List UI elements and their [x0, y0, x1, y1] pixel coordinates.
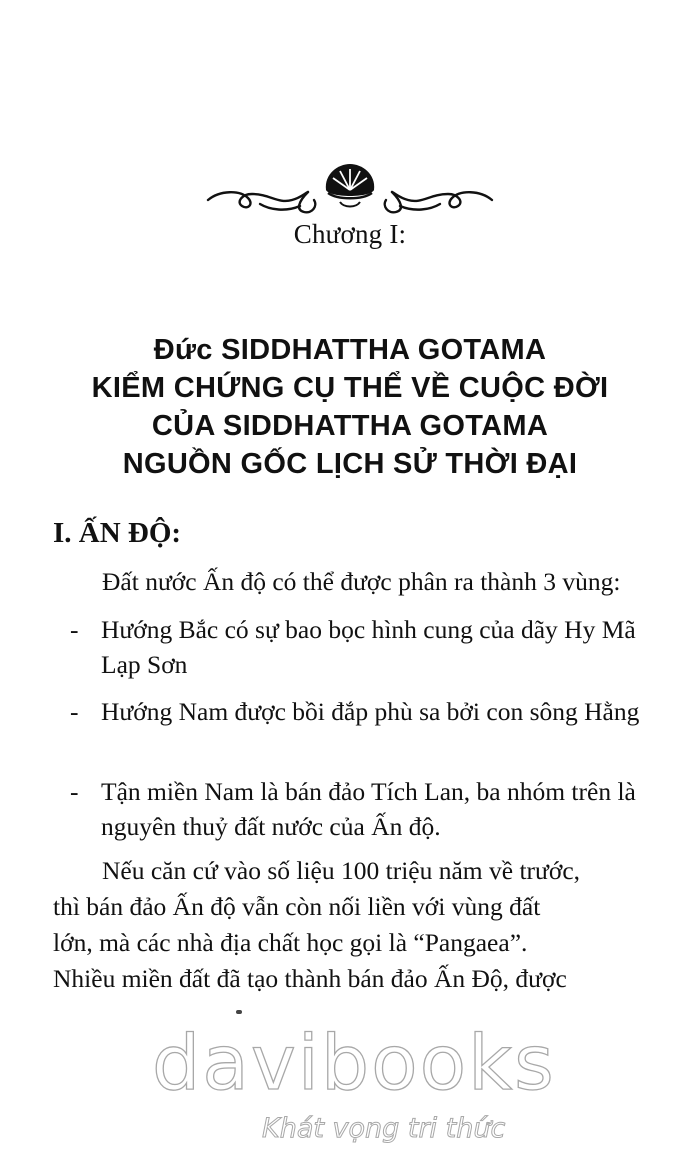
chapter-title-line: CỦA SIDDHATTHA GOTAMA [151, 410, 549, 442]
intro-sentence: Đất nước Ấn độ có thể được phân ra thành 3 vùng: [102, 567, 621, 596]
chapter-label: Chương I: [293, 219, 407, 249]
paragraph-line: lớn, mà các nhà địa chất học gọi là “Pangaea”. [53, 928, 528, 957]
paragraph-line: thì bán đảo Ấn độ vẫn còn nối liền với vùng đất [53, 892, 541, 921]
paragraph-line: Nếu căn cứ vào số liệu 100 triệu năm về trước, [102, 856, 581, 885]
paragraph-line: Nhiều miền đất đã tạo thành bán đảo Ấn Độ, được [53, 964, 567, 993]
chapter-title-line: KIỂM CHỨNG CỤ THỂ VỀ CUỘC ĐỜI [91, 372, 609, 404]
bullet-dash: - [70, 615, 79, 644]
section-heading: I. ẤN ĐỘ: [53, 517, 182, 549]
bullet-item [70, 774, 670, 844]
print-speck [236, 1010, 242, 1014]
chapter-title-line: NGUỒN GỐC LỊCH SỬ THỜI ĐẠI [122, 448, 578, 480]
bullet-item [70, 694, 670, 729]
bullet-dash: - [70, 777, 79, 806]
bullet-text: Hướng Bắc có sự bao bọc hình cung của dãy Hy Mã Lạp Sơn [101, 615, 636, 679]
body-paragraph [53, 853, 615, 997]
chapter-ornament [200, 160, 500, 216]
watermark-brand: davibooks [152, 1018, 556, 1107]
bullet-item [70, 612, 670, 682]
bullet-text: Tận miền Nam là bán đảo Tích Lan, ba nhóm trên là nguyên thuỷ đất nước của Ấn độ. [101, 777, 636, 841]
watermark-tagline: Khát vọng tri thức [262, 1113, 506, 1144]
bullet-dash: - [70, 697, 79, 726]
chapter-title-block [0, 331, 700, 483]
chapter-title-line: Đức SIDDHATTHA GOTAMA [153, 334, 547, 366]
bullet-text: Hướng Nam được bồi đắp phù sa bởi con sông Hằng [101, 697, 640, 726]
